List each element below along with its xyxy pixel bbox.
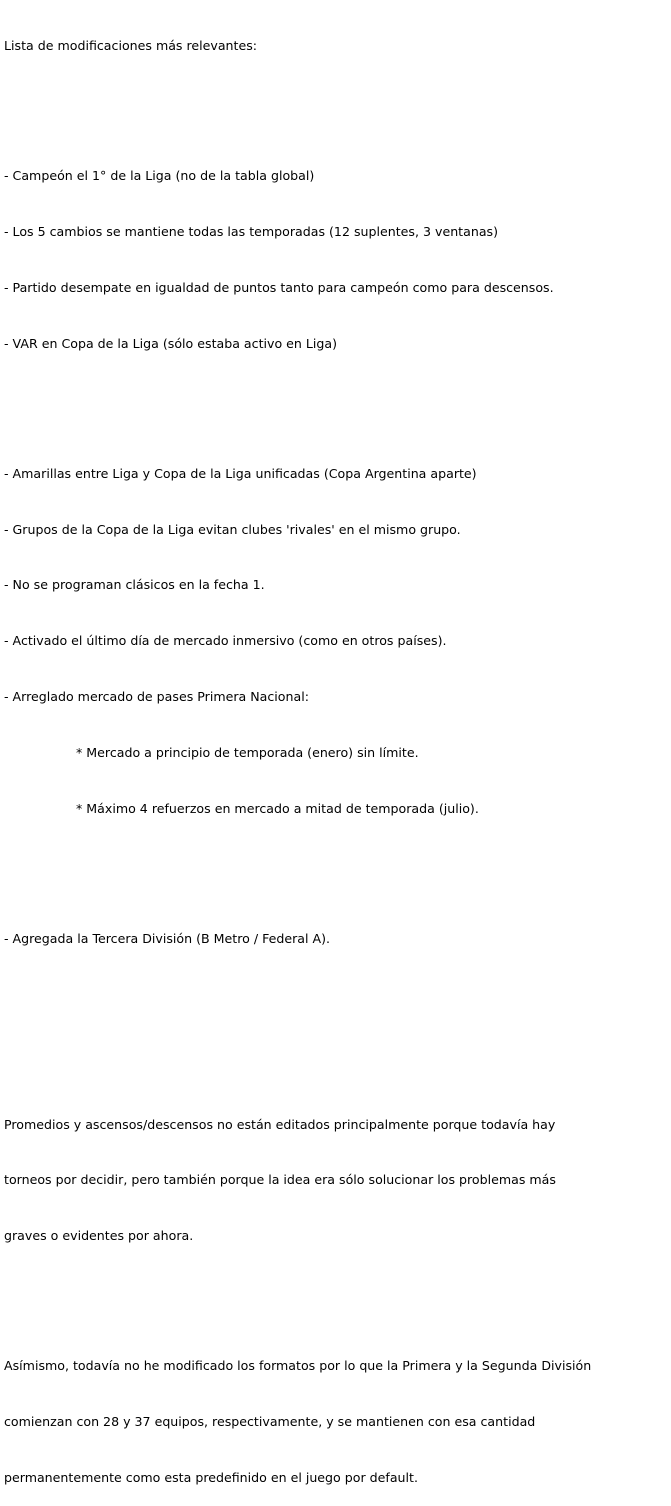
paragraph-line: permanentemente como esta predefinido en el juego por default.	[4, 1469, 418, 1485]
spacer	[4, 93, 671, 112]
list-item: - VAR en Copa de la Liga (sólo estaba activo en Liga)	[4, 335, 338, 351]
document-text	[4, 0, 671, 1506]
spacer	[4, 1283, 671, 1302]
paragraph-line: graves o evidentes por ahora.	[4, 1228, 194, 1244]
spacer	[4, 855, 671, 874]
list-item: - Partido desempate en igualdad de puntos tanto para campeón como para descensos.	[4, 279, 554, 295]
heading: Lista de modificaciones más relevantes:	[4, 38, 258, 54]
sub-list-item: * Mercado a principio de temporada (enero) sin límite.	[76, 744, 419, 760]
list-item: - Campeón el 1° de la Liga (no de la tabla global)	[4, 168, 315, 184]
list-item: - Agregada la Tercera División (B Metro / Federal A).	[4, 930, 331, 946]
spacer	[4, 390, 671, 409]
paragraph-line: torneos por decidir, pero también porque la idea era sólo solucionar los problemas más	[4, 1172, 556, 1188]
spacer	[4, 985, 671, 1004]
paragraph-line: Asímismo, todavía no he modificado los formatos por lo que la Primera y la Segunda División	[4, 1358, 592, 1374]
spacer	[4, 1041, 671, 1060]
list-item: - No se programan clásicos en la fecha 1.	[4, 577, 265, 593]
list-item: - Activado el último día de mercado inmersivo (como en otros países).	[4, 633, 447, 649]
paragraph-line: Promedios y ascensos/descensos no están editados principalmente porque todavía hay	[4, 1116, 556, 1132]
list-item: - Los 5 cambios se mantiene todas las temporadas (12 suplentes, 3 ventanas)	[4, 224, 499, 240]
sub-list-item: * Máximo 4 refuerzos en mercado a mitad de temporada (julio).	[76, 800, 479, 816]
paragraph-line: comienzan con 28 y 37 equipos, respectivamente, y se mantienen con esa cantidad	[4, 1414, 536, 1430]
list-item: - Grupos de la Copa de la Liga evitan clubes 'rivales' en el mismo grupo.	[4, 521, 461, 537]
list-item: - Amarillas entre Liga y Copa de la Liga unificadas (Copa Argentina aparte)	[4, 465, 477, 481]
list-item: - Arreglado mercado de pases Primera Nacional:	[4, 688, 309, 704]
